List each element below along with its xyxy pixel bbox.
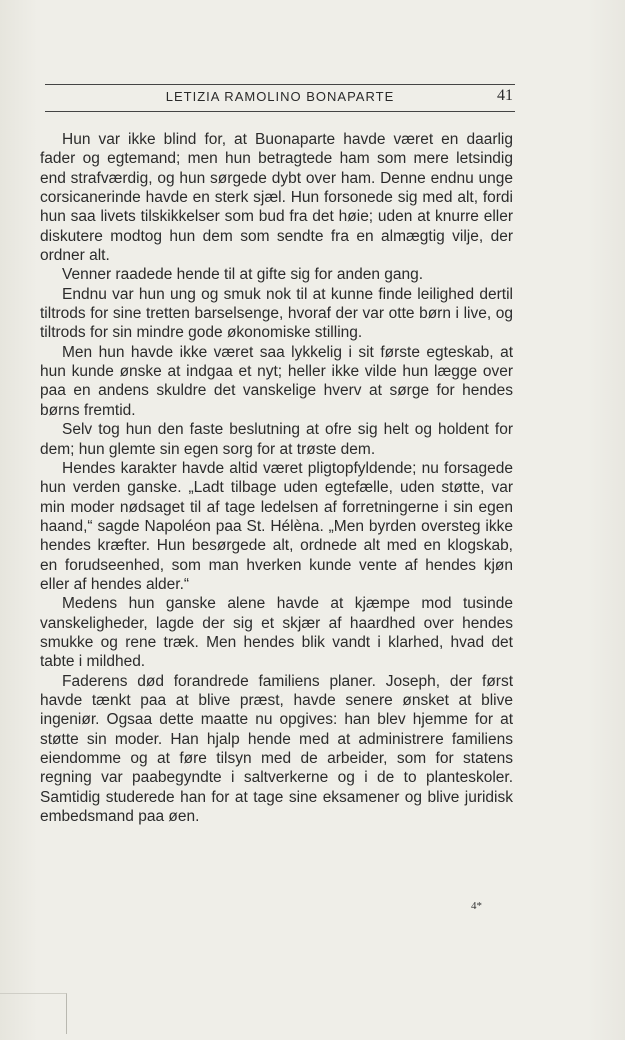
paragraph: Medens hun ganske alene havde at kjæmpe mod tusinde vanskeligheder, lagde der sig et skjær af haardhed over hendes smukke og rene træk. Men hendes blik vandt i klarhed, hvad det tabte i mildhed. [40, 595, 513, 671]
paragraph: Hun var ikke blind for, at Buonaparte havde været en daarlig fader og egtemand; men hun betragtede ham som mere letsindig end strafværdig, og hun sørgede dybt over ham. Denne endnu unge corsicanerinde havde en sterk sjæl. Hun forsonede sig med alt, fordi hun saa livets tilskikkelser som bud fra det høie; uden at knurre eller diskutere modtog hun dem som sendte fra en almægtig vilje, der ordner alt. [40, 131, 513, 265]
page-number: 41 [497, 87, 513, 104]
paragraph: Selv tog hun den faste beslutning at ofre sig helt og holdent for dem; hun glemte sin egen sorg for at trøste dem. [40, 421, 513, 458]
paragraph: Faderens død forandrede familiens planer. Joseph, der først havde tænkt paa at blive præst, havde senere ønsket at blive ingeniør. Ogsaa dette maatte nu opgives: han blev hjemme for at støtte sin moder. Han hjalp hende med at administrere familiens eiendomme og at føre tilsyn med de arbeider, som for statens regning var paabegyndte i saltverkerne og i de to planteskoler. Samtidig studerede han for at tage sine eksamener og blive juridisk embedsmand paa øen. [40, 672, 513, 826]
signature-mark: 4* [471, 900, 482, 912]
running-title: LETIZIA RAMOLINO BONAPARTE [165, 89, 395, 104]
paragraph: Hendes karakter havde altid været pligtopfyldende; nu forsagede hun verden ganske. „Ladt tilbage uden egtefælle, uden støtte, var min moder nødsaget til af tage ledelsen af forretningerne i sin egen haand,“ sagde Napoléon paa St. Hélèna. „Men byrden oversteg ikke hendes kræfter. Hun besørgede alt, ordnede alt med en klogskab, en forudseenhed, som man hverken kunde vente af hendes kjøn eller af hendes alder.“ [40, 459, 513, 593]
body-text [40, 130, 513, 826]
paragraph: Venner raadede hende til at gifte sig for anden gang. [62, 266, 424, 284]
paragraph: Endnu var hun ung og smuk nok til at kunne finde leilighed dertil tiltrods for sine tretten barselsenge, hvoraf der var otte børn i live, og tiltrods for sin mindre gode økonomiske stilling. [40, 285, 513, 342]
page-corner-edge [0, 993, 67, 1034]
running-header [45, 84, 515, 112]
paragraph: Men hun havde ikke været saa lykkelig i sit første egteskab, at hun kunde ønske at indgaa et nyt; heller ikke vilde hun lægge over paa en andens skuldre det vanskelige hverv at sørge for hendes børns fremtid. [40, 343, 513, 419]
